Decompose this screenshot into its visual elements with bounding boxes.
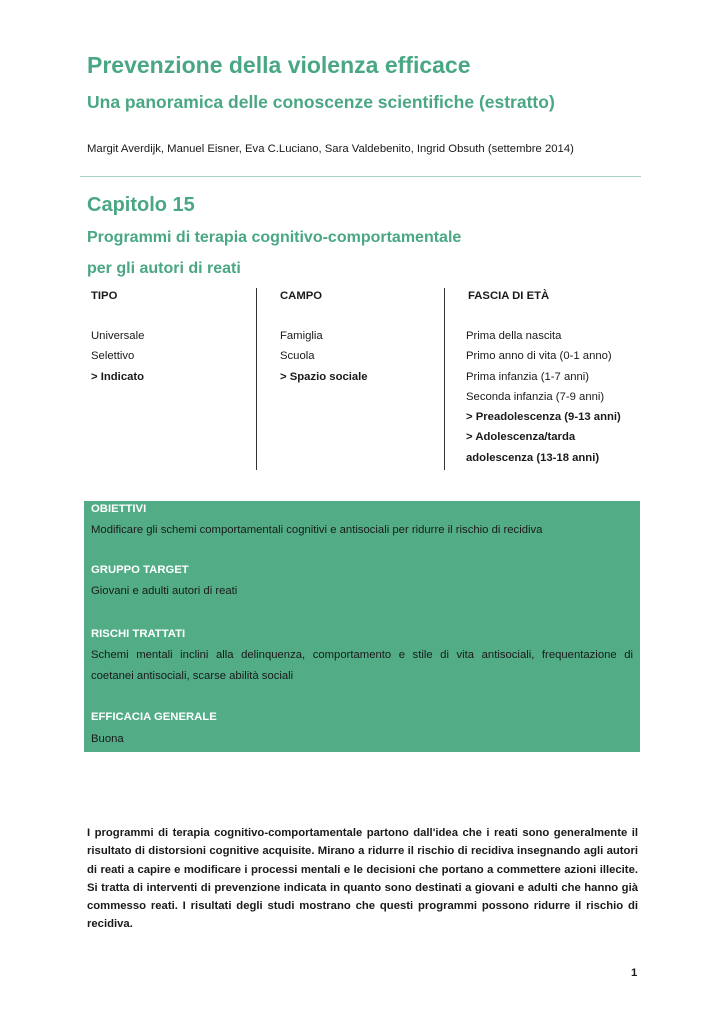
document-title: Prevenzione della violenza efficace <box>87 52 471 78</box>
rischi-line: Schemi mentali inclini alla delinquenza, comportamento e stile di vita antisociali, frequentazione di <box>91 649 633 661</box>
list-item-selected: adolescenza (13-18 anni) <box>466 451 600 464</box>
chapter-label: Capitolo 15 <box>87 194 195 216</box>
campo-heading: CAMPO <box>280 290 323 302</box>
tipo-list <box>91 326 144 387</box>
column-divider <box>256 288 257 470</box>
rischi-trattati-text <box>91 645 633 686</box>
rischi-line: coetanei antisociali, scarse abilità sociali <box>91 669 294 682</box>
list-item: Seconda infanzia (7-9 anni) <box>466 390 605 403</box>
list-item: Famiglia <box>280 330 323 342</box>
list-item: Universale <box>91 330 145 342</box>
column-divider <box>444 288 445 470</box>
list-item-selected: > Preadolescenza (9-13 anni) <box>466 411 621 424</box>
authors-line: Margit Averdijk, Manuel Eisner, Eva C.Luciano, Sara Valdebenito, Ingrid Obsuth (settembre 2014) <box>87 143 574 155</box>
campo-list <box>280 326 368 387</box>
list-item: Prima infanzia (1-7 anni) <box>466 370 590 383</box>
list-item-selected: > Indicato <box>91 370 145 383</box>
intro-paragraph: I programmi di terapia cognitivo-comportamentale partono dall'idea che i reati sono generalmente il risultato di distorsioni cognitive acquisite. Mirano a ridurre il rischio di recidiva insegnando agli autori di reati a capire e modificare i processi mentali e le decisioni che portano a commettere azioni illecite. Si tratta di interventi di prevenzione indicata in quanto sono destinati a giovani e adulti che hanno già commesso reati. I risultati degli studi mostrano che questi programmi possono ridurre il rischio di recidiva. <box>87 827 638 931</box>
rischi-trattati-label: RISCHI TRATTATI <box>91 628 186 640</box>
gruppo-target-label: GRUPPO TARGET <box>91 564 189 576</box>
obiettivi-label: OBIETTIVI <box>91 503 147 515</box>
gruppo-target-text: Giovani e adulti autori di reati <box>91 585 238 597</box>
list-item: Selettivo <box>91 350 135 363</box>
header-divider <box>80 176 641 177</box>
efficacia-text: Buona <box>91 733 124 745</box>
document-subtitle: Una panoramica delle conoscenze scientifiche (estratto) <box>87 92 555 112</box>
efficacia-label: EFFICACIA GENERALE <box>91 711 217 723</box>
list-item: Scuola <box>280 350 315 363</box>
chapter-title-line2: per gli autori di reati <box>87 260 241 277</box>
obiettivi-text: Modificare gli schemi comportamentali cognitivi e antisociali per ridurre il rischio di recidiva <box>91 524 543 536</box>
tipo-heading: TIPO <box>91 290 118 302</box>
list-item-selected: > Spazio sociale <box>280 370 368 383</box>
list-item: Primo anno di vita (0-1 anno) <box>466 350 612 363</box>
list-item-selected: > Adolescenza/tarda <box>466 431 576 444</box>
fascia-heading: FASCIA DI ETÀ <box>468 290 550 302</box>
list-item: Prima della nascita <box>466 330 562 342</box>
page-number: 1 <box>631 967 638 979</box>
fascia-list <box>466 326 621 468</box>
summary-box <box>84 501 640 752</box>
chapter-title-line1: Programmi di terapia cognitivo-comportamentale <box>87 229 462 246</box>
